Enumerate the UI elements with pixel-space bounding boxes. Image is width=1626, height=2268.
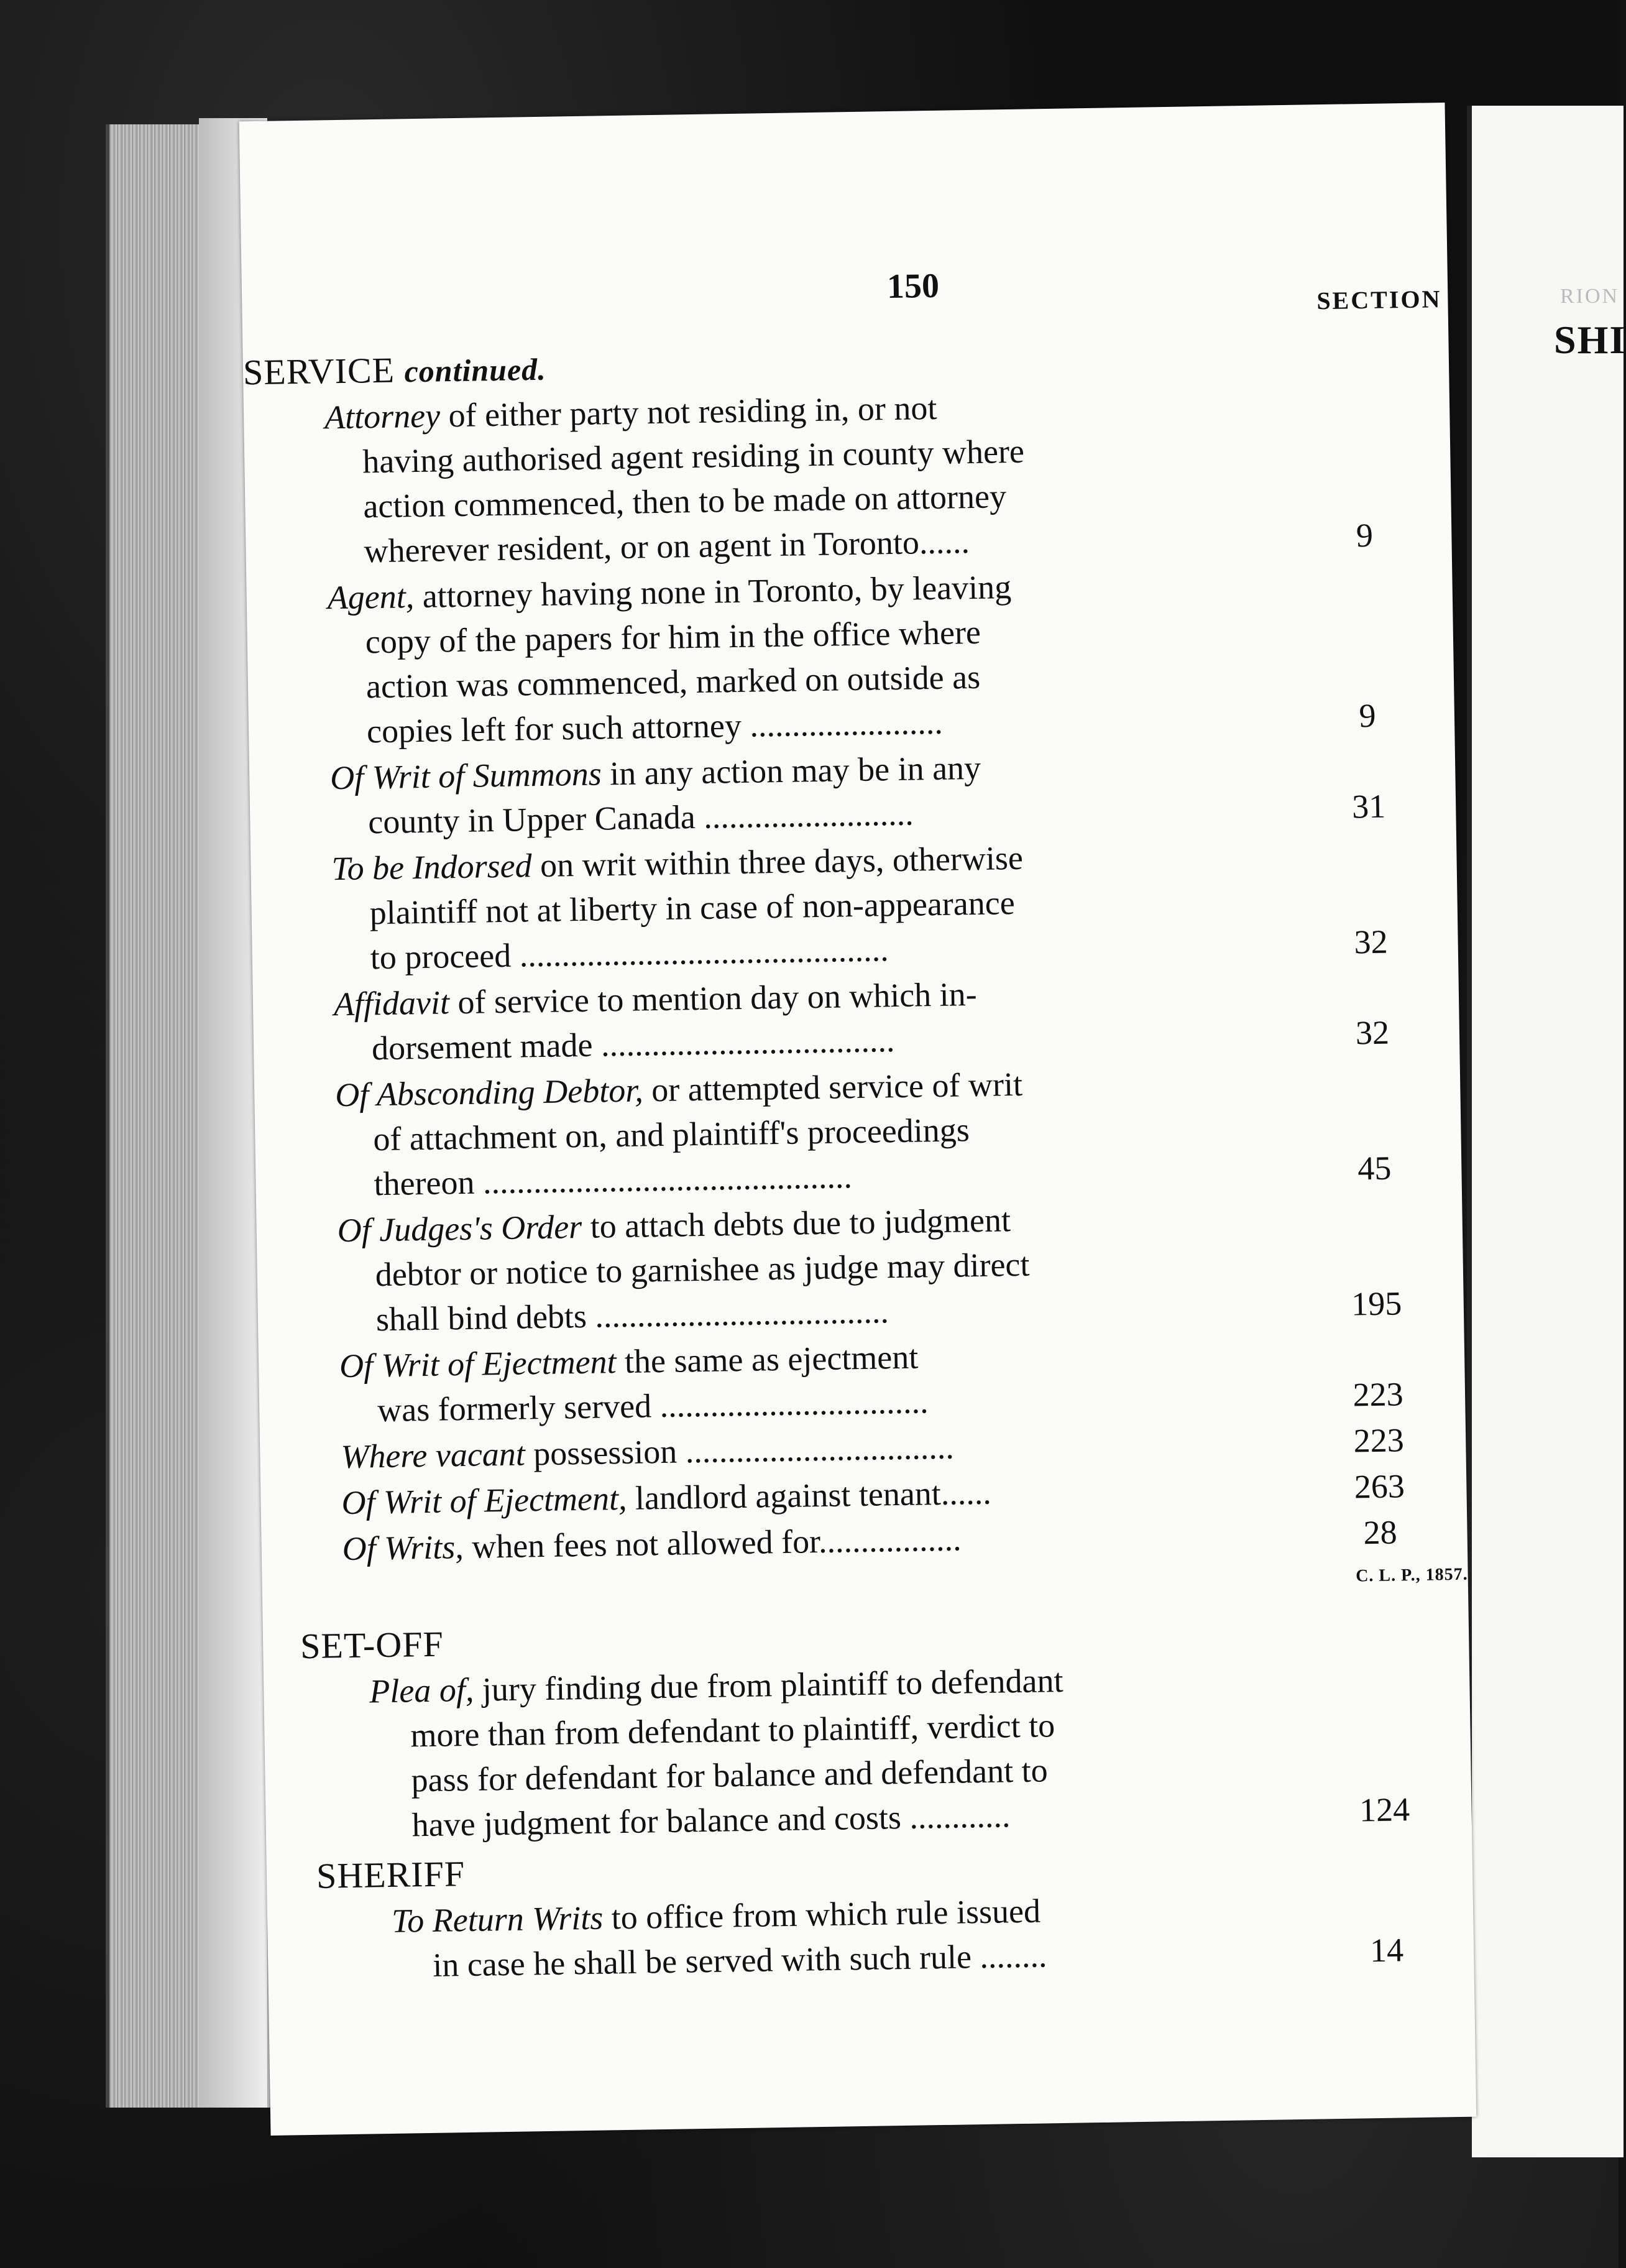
index-entry [267,1883,1437,1991]
index-entry-text: copies left for such attorney ....................... [366,703,944,750]
index-entry [249,739,1419,847]
index-heading-text: SET-OFF [300,1623,444,1667]
index-entry-line [372,1018,895,1071]
index-entry [254,1056,1425,1209]
index-heading [316,1853,465,1897]
index-entry-lead: Agent, [327,578,415,617]
index-entry-line [375,1242,1030,1298]
index-entry-text: wherever resident, or on agent in Toronto...... [364,523,970,570]
index-entry [256,1191,1426,1344]
index-entry-text: dorsement made ................................... [371,1021,895,1067]
index-entry-text: in any action may be in any [601,749,981,793]
index-entry-text: to attach debts due to judgment [581,1201,1011,1245]
index-entry-lead: Of Judges's Order [337,1207,582,1250]
index-entry-line [377,1379,929,1432]
index-entry-lead: Plea of, [369,1671,474,1710]
index-entry-text: was formerly served ................................ [377,1383,929,1429]
index-entry-line [369,880,1015,935]
section-number: 28 [1363,1513,1398,1552]
index-entry-text: when fees not allowed for................. [463,1520,962,1566]
index-heading [300,1623,444,1667]
index-entry-line [342,1516,962,1571]
section-number: 195 [1351,1284,1402,1323]
book-page [239,103,1477,2136]
section-number: 9 [1356,516,1374,555]
index-entry-text: debtor or notice to garnishee as judge may direct [375,1245,1030,1294]
index-entry-text: have judgment for balance and costs ............ [411,1797,1011,1844]
index-entry-lead: To be Indorsed [331,847,533,888]
index-entry-text: on writ within three days, otherwise [531,839,1024,885]
index-heading-text: SHERIFF [316,1853,466,1896]
index-entry-line [370,927,889,980]
index-entry-text: pass for defendant for balance and defendant to [411,1751,1049,1799]
index-entry [252,965,1422,1073]
index-entry-line [341,1470,991,1525]
index-entry-text: or attempted service of writ [643,1065,1023,1109]
index-entry-lead: Of Writ of Ejectment, [341,1479,627,1522]
index-entry-text: shall bind debts ................................... [375,1293,889,1339]
index-entry-text: the same as ejectment [616,1338,919,1381]
index-entry-lead: Of Absconding Debtor, [334,1071,644,1114]
index-entry-text: possession ................................ [525,1428,955,1473]
index-entry-text: landlord against tenant...... [626,1473,992,1517]
index-entry-text: action was commenced, marked on outside as [365,658,981,706]
section-number: 32 [1354,923,1389,961]
section-number: 223 [1353,1421,1405,1460]
section-number: 32 [1355,1013,1390,1052]
index-heading-text: SERVICE [242,349,395,393]
index-entry-line [364,519,970,573]
index-entry-lead: Affidavit [333,984,450,1023]
index-entry [264,1653,1435,1850]
section-number: 263 [1354,1467,1405,1506]
index-entry-lead: Of Writs, [342,1528,464,1568]
section-column-label: SECTION [1316,285,1442,315]
index-entry [246,558,1417,755]
index-entry [244,378,1415,575]
act-note: C. L. P., 1857. [1355,1564,1468,1586]
index-entry-text: plaintiff not at liberty in case of non-appearance [369,883,1016,932]
index-entry-lead: Attorney [324,397,441,436]
index-entry-line [411,1793,1011,1847]
index-entry-text: thereon ............................................ [374,1158,853,1203]
facing-page-heading: SHI [1554,318,1626,362]
section-number: 14 [1369,1931,1404,1970]
index-entry-lead: Of Writ of Summons [329,755,602,797]
index-entry-text: having authorised agent residing in county where [362,432,1025,481]
index-entry-text: to proceed ............................................ [370,931,889,977]
index-entry [259,1327,1428,1435]
index-entry-text: county in Upper Canada ......................... [367,795,914,841]
index-heading [242,347,546,394]
section-number: 9 [1358,696,1376,735]
index-entry-line [367,700,944,754]
index-entry-line [341,1425,954,1479]
index-entry-line [375,1289,889,1342]
index-entry [250,829,1421,982]
index-heading-continued: continued. [404,351,547,389]
facing-page-faint-text: RION [1560,285,1620,308]
index-entry-text: of either party not residing in, or not [439,389,937,435]
section-number: 124 [1359,1791,1410,1829]
index-entry-line [373,1107,970,1161]
index-entry-text: attorney having none in Toronto, by leaving [413,568,1012,615]
index-entry-text: copy of the papers for him in the office where [365,613,981,661]
index-entry-line [433,1933,1047,1988]
section-number: 45 [1357,1149,1392,1187]
index-entry-line [368,791,914,845]
index-entry-text: jury finding due from plaintiff to defendant [473,1661,1063,1708]
index-entry-line [374,1154,852,1206]
index-entry-text: in case he shall be served with such rule ........ [432,1937,1047,1984]
facing-page [1467,106,1624,2157]
index-entry-text: to office from which rule issued [602,1892,1041,1937]
index-entry-text: action commenced, then to be made on attorney [362,477,1007,525]
index-entry-lead: To Return Writs [391,1899,604,1940]
index-entry-lead: Where vacant [340,1435,526,1476]
index-entry-text: of service to mention day on which in- [449,975,978,1021]
section-number: 223 [1353,1375,1404,1414]
index-entry-text: of attachment on, and plaintiff's proceedings [372,1111,970,1158]
page-number: 150 [886,266,940,307]
index-entry-text: more than from defendant to plaintiff, verdict to [410,1707,1055,1754]
section-number: 31 [1351,787,1386,826]
index-entry-lead: Of Writ of Ejectment [339,1343,617,1385]
